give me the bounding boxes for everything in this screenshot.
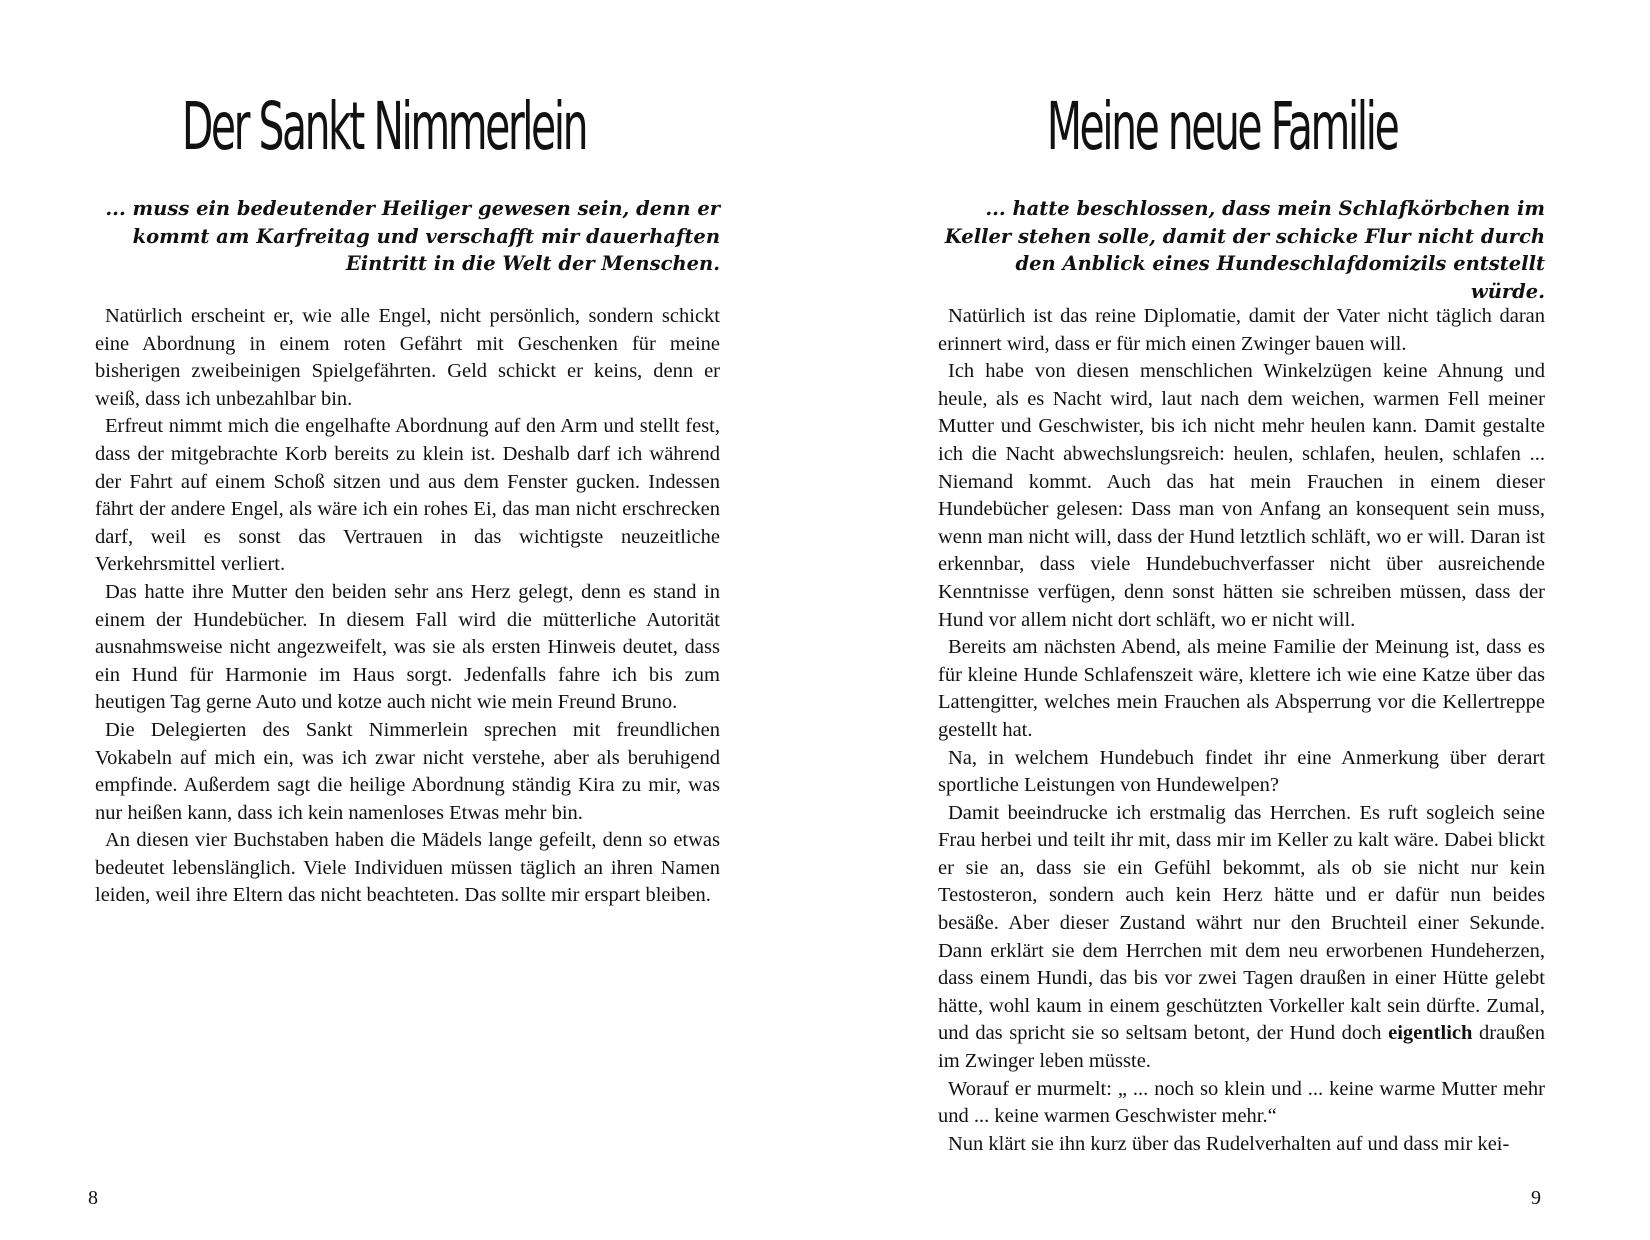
paragraph: Das hatte ihre Mutter den beiden sehr ans Herz gelegt, denn es stand in einem der Hundebücher. In diesem Fall wird die mütterliche Autorität ausnahmsweise nicht angezweifelt, was sie als ersten Hinweis deutet, dass ein Hund für Harmonie im Haus sorgt. Jedenfalls fahre ich bis zum heutigen Tag gerne Auto und kotze auch nicht wie mein Freund Bruno. [95, 580, 720, 714]
page-number: 9 [1531, 1187, 1541, 1209]
paragraph: An diesen vier Buchstaben haben die Mädels lange gefeilt, denn so etwas bedeutet lebenslänglich. Viele Individuen müssen täglich an ihren Namen leiden, weil ihre Eltern das nicht beachteten. Das sollte mir erspart bleiben. [95, 829, 720, 907]
chapter-title: Der Sankt Nimmerlein [181, 88, 587, 165]
paragraph: Na, in welchem Hundebuch findet ihr eine Anmerkung über derart sportliche Leistungen von Hundewelpen? [938, 746, 1545, 797]
paragraph: Die Delegierten des Sankt Nimmerlein sprechen mit freundlichen Vokabeln auf mich ein, was ich zwar nicht verstehe, aber als beruhigend empfinde. Außerdem sagt die heilige Abordnung ständig Kira zu mir, was nur heißen kann, dass ich kein namenloses Etwas mehr bin. [95, 718, 720, 824]
chapter-intro [95, 195, 720, 278]
intro-text: ... hatte beschlossen, dass mein Schlafkörbchen im Keller stehen solle, damit der schicke Flur nicht durch den Anblick eines Hundeschlafdomizils entstellt würde. [944, 197, 1545, 303]
page-number: 8 [88, 1187, 98, 1209]
paragraph: Nun klärt sie ihn kurz über das Rudelverhalten auf und dass mir kei- [948, 1132, 1510, 1155]
paragraph: Erfreut nimmt mich die engelhafte Abordnung auf den Arm und stellt fest, dass der mitgebrachte Korb bereits zu klein ist. Deshalb darf ich während der Fahrt auf einem Schoß sitzen und aus dem Fenster gucken. Indessen fährt der andere Engel, als wäre ich ein rohes Ei, das man nicht erschrecken darf, weil es sonst das Vertrauen in das wichtigste neuzeitliche Verkehrsmittel verliert. [95, 415, 720, 576]
paragraph: Worauf er murmelt: „ ... noch so klein und ... keine warme Mutter mehr und ... keine warmen Geschwister mehr.“ [938, 1077, 1545, 1128]
paragraph: Bereits am nächsten Abend, als meine Familie der Meinung ist, dass es für kleine Hunde Schlafenszeit wäre, klettere ich wie eine Katze über das Lattengitter, welches mein Frauchen als Absperrung vor die Kellertreppe gestellt hat. [938, 636, 1545, 741]
body-text [938, 303, 1545, 1158]
right-page [825, 0, 1650, 1240]
paragraph [938, 800, 1545, 1076]
paragraph: Natürlich ist das reine Diplomatie, damit der Vater nicht täglich daran erinnert wird, dass er für mich einen Zwinger bauen will. [938, 305, 1545, 355]
paragraph: Natürlich erscheint er, wie alle Engel, nicht persönlich, sondern schickt eine Abordnung in einem roten Gefährt mit Geschenken für meine bisherigen zweibeinigen Spielgefährten. Geld schickt er keins, denn er weiß, dass ich unbezahlbar bin. [95, 305, 720, 410]
body-text [95, 303, 720, 910]
paragraph-text-tail: draußen im Zwinger leben müsste. [938, 1022, 1545, 1073]
paragraph: Ich habe von diesen menschlichen Winkelzügen keine Ahnung und heule, als es Nacht wird, laut nach dem weichen, warmen Fell meiner Mutter und Geschwister, bis ich nicht mehr heulen kann. Damit gestalte ich die Nacht abwechslungsreich: heulen, schlafen, heulen, schlafen ... Niemand kommt. Auch das hat mein Frauchen in einem dieser Hundebücher gelesen: Dass man von Anfang an konsequent sein muss, wenn man nicht will, dass der Hund letztlich schläft, wo er will. Daran ist erkennbar, dass viele Hundebuchverfasser nicht über ausreichende Kenntnisse verfügen, denn sonst hätten sie schreiben müssen, dass der Hund vor allem nicht dort schläft, wo er nicht will. [938, 360, 1545, 631]
intro-text: ... muss ein bedeutender Heiliger gewesen sein, denn er kommt am Karfreitag und verschafft mir dauerhaften Eintritt in die Welt der Menschen. [105, 197, 720, 275]
chapter-intro [938, 195, 1545, 305]
chapter-title: Meine neue Familie [1046, 88, 1398, 165]
paragraph-text: Damit beeindrucke ich erstmalig das Herrchen. Es ruft sogleich seine Frau herbei und teilt ihr mit, dass mir im Keller zu kalt wäre. Dabei blickt er sie an, dass sie ein Gefühl bekommt, als ob sie nicht nur kein Testosteron, sondern auch kein Herz hätte und er dafür nun beides besäße. Aber dieser Zustand währt nur den Bruchteil einer Sekunde. Dann erklärt sie dem Herrchen mit dem neu erworbenen Hundeherzen, dass einem Hundi, das bis vor zwei Tagen draußen in einer Hütte gelebt hätte, wohl kaum in einem geschützten Vorkeller kalt sein dürfte. Zumal, und das spricht sie so seltsam betont, der Hund doch [938, 801, 1545, 1045]
emphasized-word: eigentlich [1388, 1022, 1473, 1045]
